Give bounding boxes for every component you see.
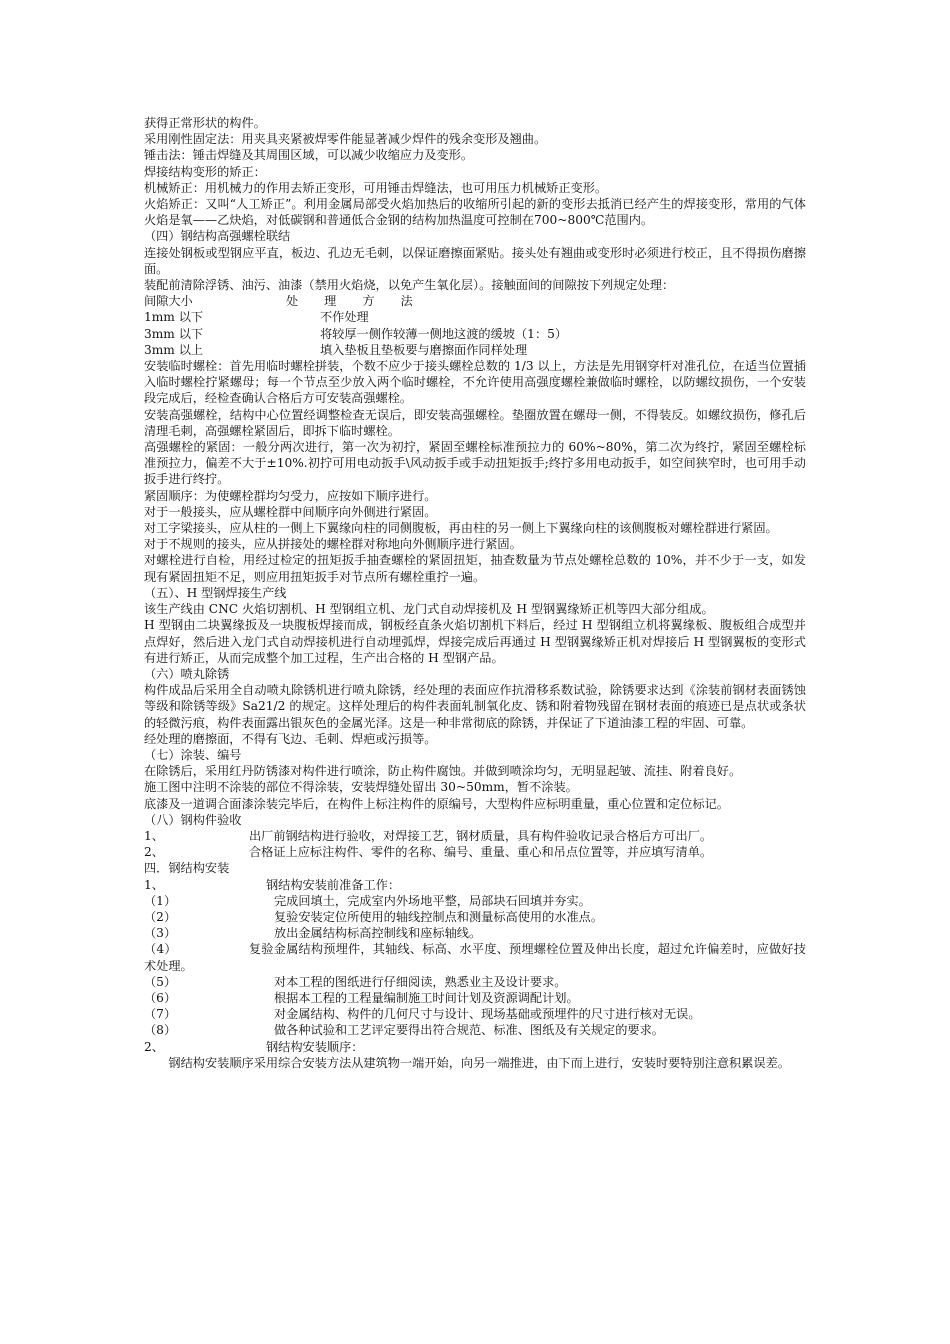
list-number: 2、 (144, 845, 164, 860)
acceptance-item (144, 828, 806, 844)
text-line: 获得正常形状的构件。 (144, 116, 266, 130)
gap-table-row (144, 309, 806, 325)
paragraph: 对螺栓进行自检，用经过检定的扭矩扳手抽查螺栓的紧固扭矩，抽查数量为节点处螺栓总数的 10%，并不少于一支，如发现有紧固扭矩不足，则应用扭矩扳手对节点所有螺栓重拧一遍。 (144, 553, 806, 584)
paragraph: 连接处钢板或型钢应平直，板边、孔边无毛刺，以保证磨擦面紧贴。接头处有翘曲或变形时必须进行校正，且不得损伤磨擦面。 (144, 245, 806, 276)
gap-method: 填入垫板且垫板要与磨擦面作同样处理 (320, 342, 528, 357)
paragraph: 安装高强螺栓，结构中心位置经调整检查无误后，即安装高强螺栓。垫圈放置在螺母一侧，不得装反。如螺纹损伤，修孔后清理毛刺，高强螺栓紧固后，即拆下临时螺栓。 (144, 407, 806, 438)
section-heading: （四）钢结构高强螺栓联结 (144, 229, 291, 244)
sub-item-text: 复验安装定位所使用的轴线控制点和测量标高使用的水准点。 (274, 909, 604, 924)
list-text: 钢结构安装前准备工作： (266, 877, 401, 892)
sub-item-text: 对本工程的图纸进行仔细阅读，熟悉业主及设计要求。 (274, 974, 567, 989)
sub-item (144, 1022, 806, 1038)
sub-item (144, 974, 806, 990)
document-page (144, 115, 806, 1071)
sub-item-number: （8） (144, 1023, 177, 1038)
sub-item-number: （1） (144, 893, 177, 908)
paragraph: 对于不规则的接头，应从拼接处的螺栓群对称地向外侧顺序进行紧固。 (144, 537, 522, 552)
paragraph: 该生产线由 CNC 火焰切割机、H 型钢组立机、龙门式自动焊接机及 H 型钢翼缘矫正机等四大部分组成。 (144, 602, 714, 617)
section-heading: （七）涂装、编号 (144, 747, 242, 762)
install-item (144, 1039, 806, 1055)
sub-item-text: 完成回填土，完成室内外场地平整，局部块石回填并夯实。 (274, 893, 591, 908)
paragraph: 底漆及一道调合面漆涂装完毕后，在构件上标注构件的原编号，大型构件应标明重量，重心位置和定位标记。 (144, 796, 729, 811)
gap-method: 将较厚一侧作较薄一侧地这渡的缓坡（1：5） (320, 326, 568, 341)
gap-table-header-size: 间隙大小 (144, 294, 193, 309)
sub-item (144, 1006, 806, 1022)
paragraph: 施工图中注明不涂装的部位不得涂装，安装焊缝处留出 30~50mm，暂不涂装。 (144, 780, 578, 795)
paragraph: 构件成品后采用全自动喷丸除锈机进行喷丸除锈，经处理的表面应作抗滑移系数试验，除锈要求达到《涂装前钢材表面锈蚀等级和除锈等级》Sa21/2 的规定。这样处理后的构件表面轧制氧化皮、锈和附着物残留在钢材表面的痕迹已是点状或条状的轻微污痕，构件表面露出银灰色的金属光泽。这是一种非常彻底的除锈，并保证了下道油漆工程的牢固、可靠。 (144, 683, 806, 730)
paragraph: 高强螺栓的紧固：一般分两次进行，第一次为初拧，紧固至螺栓标准预拉力的 60%~80%，第二次为终拧，紧固至螺栓标准预拉力，偏差不大于±10%.初拧可用电动扳手\风动扳手或手动扭矩扳手;终拧多用电动扳手，如空间狭窄时，也可用手动扳手进行终拧。 (144, 440, 806, 487)
list-text: 合格证上应标注构件、零件的名称、编号、重量、重心和吊点位置等，并应填写清单。 (249, 845, 713, 860)
section-heading: 四．钢结构安装 (144, 861, 230, 876)
sub-item-text: 做各种试验和工艺评定要得出符合规范、标准、图纸及有关规定的要求。 (274, 1023, 664, 1038)
sub-item-number: （4） (144, 942, 177, 957)
sub-item-text: 对金属结构、构件的几何尺寸与设计、现场基础或预埋件的尺寸进行核对无误。 (274, 1007, 701, 1022)
gap-size: 3mm 以上 (144, 342, 204, 357)
gap-table-row (144, 342, 806, 358)
paragraph: 在除锈后，采用红丹防锈漆对构件进行喷涂，防止构件腐蚀。并做到喷涂均匀，无明显起皱、流挂、附着良好。 (144, 764, 742, 779)
text-line: 机械矫正：用机械力的作用去矫正变形，可用锤击焊缝法，也可用压力机械矫正变形。 (144, 180, 608, 195)
sub-item-number: （6） (144, 990, 177, 1005)
gap-method: 不作处理 (320, 310, 369, 325)
list-number: 1、 (144, 877, 164, 892)
paragraph: 装配前清除浮锈、油污、油漆（禁用火焰烧，以免产生氧化层）。接触面间的间隙按下列规定处理： (144, 278, 675, 293)
paragraph: 安装临时螺栓：首先用临时螺栓拼装，个数不应少于接头螺栓总数的 1/3 以上，方法是先用钢穿杆对准孔位，在适当位置插入临时螺栓拧紧螺母；每一个节点至少放入两个临时螺栓，不允许使用高强度螺栓兼做临时螺栓，以防螺纹损伤，一个安装段完成后，经检查确认合格后方可安装高强螺栓。 (144, 359, 806, 406)
sub-item-text: 复验金属结构预埋件，其轴线、标高、水平度、预埋螺栓位置及伸出长度，超过允许偏差时，应做好技术处理。 (144, 942, 806, 973)
text-line: 采用刚性固定法：用夹具夹紧被焊零件能显著减少焊件的残余变形及翘曲。 (144, 132, 547, 147)
paragraph: 对工字梁接头，应从柱的一侧上下翼缘向柱的同侧腹板，再由柱的另一侧上下翼缘向柱的该侧腹板对螺栓群进行紧固。 (144, 521, 778, 536)
gap-table-header (144, 293, 806, 309)
sub-item-number: （5） (144, 974, 177, 989)
gap-table-row (144, 326, 806, 342)
list-number: 1、 (144, 828, 164, 843)
sub-item (144, 990, 806, 1006)
paragraph: 经处理的磨擦面，不得有飞边、毛刺、焊疤或污损等。 (144, 731, 437, 746)
section-heading: （五）、H 型钢焊接生产线 (144, 585, 287, 600)
list-text: 出厂前钢结构进行验收，对焊接工艺，钢材质量，具有构件验收记录合格后方可出厂。 (249, 828, 713, 843)
gap-size: 1mm 以下 (144, 310, 204, 325)
list-number: 2、 (144, 1039, 164, 1054)
text-line: 焊接结构变形的矫正： (144, 164, 266, 179)
text-line: 锤击法：锤击焊缝及其周围区域，可以减少收缩应力及变形。 (144, 148, 474, 163)
section-heading: （八）钢构件验收 (144, 812, 242, 827)
paragraph: 紧固顺序：为使螺栓群均匀受力，应按如下顺序进行。 (144, 488, 437, 503)
sub-item-text: 根据本工程的工程量编制施工时间计划及资源调配计划。 (274, 990, 579, 1005)
paragraph: 火焰矫正：又叫“人工矫正”。利用金属局部受火焰加热后的收缩所引起的新的变形去抵消已经产生的焊接变形，常用的气体火焰是氧——乙炔焰，对低碳钢和普通低合金钢的结构加热温度可控制在700~800℃范围内。 (144, 197, 806, 228)
sub-item (144, 909, 806, 925)
sub-item-number: （3） (144, 926, 177, 941)
paragraph: 对于一般接头，应从螺栓群中间顺序向外侧进行紧固。 (144, 504, 437, 519)
paragraph: 钢结构安装顺序采用综合安装方法从建筑物一端开始，向另一端推进，由下而上进行，安装时要特别注意积累误差。 (168, 1055, 790, 1070)
install-item (144, 877, 806, 893)
paragraph: H 型钢由二块翼缘扳及一块腹板焊接而成，钢板经直条火焰切割机下料后，经过 H 型钢组立机将翼缘板、腹板组合成型并点焊好，然后进入龙门式自动焊接机进行自动埋弧焊，焊接完成后再通过 H 型钢翼缘矫正机对焊接后 H 型钢翼板的变形式有进行矫正，从而完成整个加工过程，生产出合格的 H 型钢产品。 (144, 618, 806, 665)
list-text: 钢结构安装顺序： (266, 1039, 364, 1054)
sub-item-number: （2） (144, 909, 177, 924)
sub-item (144, 893, 806, 909)
acceptance-item (144, 844, 806, 860)
gap-table-header-method: 处理方法 (286, 294, 439, 309)
sub-item-text: 放出金属结构标高控制线和座标轴线。 (274, 926, 482, 941)
sub-item (144, 941, 806, 973)
section-heading: （六）喷丸除锈 (144, 666, 230, 681)
sub-item (144, 925, 806, 941)
sub-item-number: （7） (144, 1007, 177, 1022)
gap-size: 3mm 以下 (144, 326, 204, 341)
